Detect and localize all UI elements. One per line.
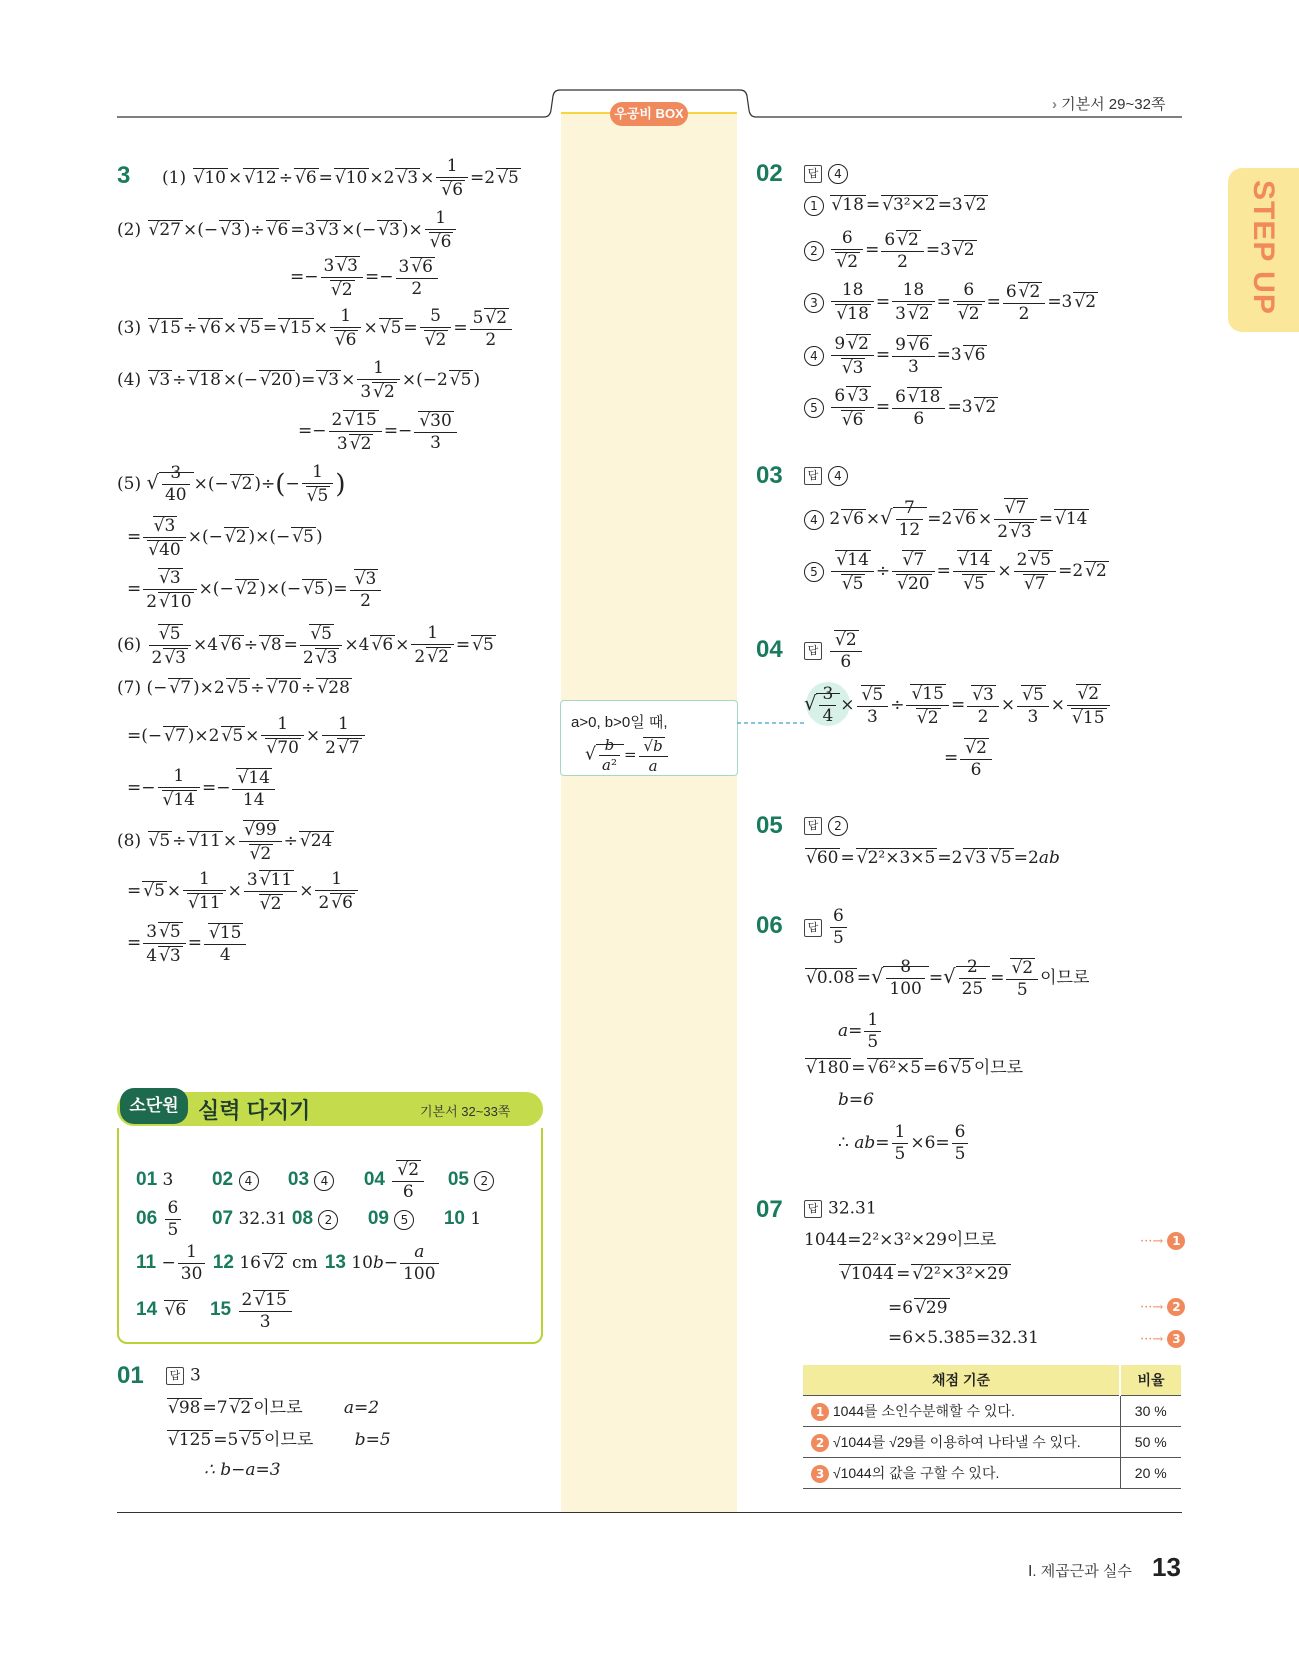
- p04-line-1: √ $\frac{3}{4}$ × √ $\frac{5}{3}$ ÷ √ 15 √ 2 = √ $\frac{3}{2}$ × √ $\frac{5}{3}$ × √ 2 √ 15: [804, 684, 1112, 727]
- answer-icon: 답: [804, 467, 822, 485]
- p04-answer: 답 √ $\frac{2}{6}$: [804, 630, 864, 671]
- table-row: 1 1044를 소인수분해할 수 있다. 30 %: [803, 1396, 1181, 1427]
- p3-line-7: (7) (−√ 7 )×2√ 5 ÷√ 70 ÷√ 28: [117, 678, 352, 697]
- answer-icon: 답: [804, 817, 822, 835]
- summary-row-3: 11 − $\frac{1}{30}$ 12 16√ 2 cm 13 10b− $\frac{a}{100}$: [136, 1244, 441, 1283]
- p3-line-6: (6) √ $\frac{5}{2√ 3}$ ×4√ 6 ÷√ 8 = √ $\frac{5}{2√ 3}$ ×4√ 6 × $\frac{1}{2√ 2}$ =√ 5: [117, 624, 496, 667]
- summary-ref: 기본서 32~33쪽: [420, 1104, 511, 1119]
- p03-answer: 답 4: [804, 466, 848, 486]
- p02-line-3: 3 18 √ 18 = $\frac{18}{3√ 2}$ = 6 √ 2 = $\frac{6√ 2}{2}$ =3√ 2: [804, 282, 1098, 323]
- footer-chapter: Ⅰ. 제곱근과 실수: [1028, 1563, 1132, 1580]
- p3-line-8c: = $\frac{3√ 5}{4√ 3}$ = √ $\frac{15}{4}$: [127, 922, 248, 965]
- problem-03-number: 03: [756, 462, 783, 489]
- p3-line-5: (5) √ $\frac{3}{40}$ ×(−√ 2 )÷(− 1 √ 5 ): [117, 464, 346, 505]
- p06-line-1: √ 0.08 =√ $\frac{8}{100}$ =√ $\frac{2}{25}$ = √ $\frac{2}{5}$ 이므로: [804, 958, 1089, 999]
- step-marker-3: ···→ 3: [1140, 1330, 1185, 1348]
- summary-title: 실력 다지기: [198, 1098, 311, 1123]
- p02-answer: 답 4: [804, 164, 848, 184]
- chevron-right-icon: ›: [1052, 96, 1057, 113]
- problem-3-number: 3: [117, 162, 131, 189]
- problem-01-number: 01: [117, 1362, 144, 1389]
- p3-line-5c: = √ $\frac{3}{2√ 10}$ ×(−√ 2 )×(−√ 5 )= √ $\frac{3}{2}$: [127, 568, 383, 611]
- p01-line-2: √ 125 =5√ 5 이므로 b=5: [166, 1430, 391, 1449]
- footer-line: [117, 1512, 1182, 1513]
- p3-line-2b: =− 3√ 3 √ 2 =− $\frac{3√ 6}{2}$: [290, 256, 440, 299]
- p01-answer: 답 3: [166, 1367, 201, 1385]
- answer-icon: 답: [804, 165, 822, 183]
- box-label: [610, 102, 688, 126]
- p3-line-1: (1) √ 10 ×√ 12 ÷√ 6 =√ 10 ×2√ 3 × 1 √ 6 =2√ 5: [162, 158, 521, 199]
- summary-row-4: 14 √ 6 15 $\frac{2√ 15}{3}$: [136, 1290, 294, 1331]
- p3-line-5b: = √ 3 √ 40 ×(−√ 2 )×(−√ 5 ): [127, 516, 323, 559]
- summary-frame-top-left: [117, 1128, 119, 1148]
- summary-row-2: 06 $\frac{6}{5}$ 07 32.31 08 2 09 5 10 1: [136, 1198, 482, 1240]
- side-tab: [1228, 168, 1299, 332]
- problem-07-number: 07: [756, 1196, 783, 1223]
- step-marker-2: ···→ 2: [1140, 1298, 1185, 1316]
- p07-line-1: 1044=2²×3²×29이므로: [804, 1230, 997, 1250]
- box-note-text: a>0, b>0일 때,: [571, 714, 668, 731]
- p06-line-4: b=6: [838, 1090, 874, 1110]
- p03-line-2: 5 √ 14 √ 5 ÷ √ 7 √ 20 = √ 14 √ 5 × 2√ 5 √ 7 =2√ 2: [804, 550, 1109, 593]
- p06-line-3: √ 180 =√ 6²×5 =6√ 5 이므로: [804, 1058, 1023, 1077]
- p3-line-8: (8) √ 5 ÷√ 11 × √ 99 √ 2 ÷√ 24: [117, 820, 334, 863]
- box-label-text: 우공비 BOX: [614, 106, 684, 121]
- score-table: [803, 1365, 1181, 1489]
- p02-line-1: 1 √ 18 =√ 3²×2 =3√ 2: [804, 195, 988, 216]
- answer-icon: 답: [804, 1200, 822, 1218]
- p3-line-7b: =(−√ 7 )×2√ 5 × 1 √ 70 × $\frac{1}{2√ 7}$: [127, 716, 367, 757]
- p03-line-1: 4 2√ 6 ×√ $\frac{7}{12}$ =2√ 6 × √ $\frac{7}{2√ 3}$ =√ 14: [804, 498, 1089, 541]
- header-ref-text: 기본서 29~32쪽: [1061, 96, 1166, 113]
- p3-line-4: (4) √ 3 ÷√ 18 ×(−√ 20 )=√ 3 × $\frac{1}{3√ 2}$ ×(−2√ 5 ): [117, 360, 480, 401]
- p3-line-8b: =√ 5 × 1 √ 11 × 3√ 11 √ 2 × $\frac{1}{2√ 6}$: [127, 870, 360, 913]
- score-header-criteria: 채점 기준: [803, 1365, 1120, 1396]
- header-ref: [1052, 93, 1165, 114]
- p06-answer: 답 $\frac{6}{5}$: [804, 908, 849, 947]
- answer-icon: 답: [166, 1367, 184, 1385]
- p3-line-4b: =− $\frac{2√ 15}{3√ 2}$ =− √ $\frac{30}{3}$: [298, 410, 459, 453]
- p07-answer: 답 32.31: [804, 1200, 877, 1218]
- p07-line-2: √ 1044 =√ 2²×3²×29: [838, 1264, 1011, 1283]
- summary-badge: 소단원: [120, 1088, 188, 1124]
- box-note-formula: √ $\frac{b}{\text{a²}}$ = √ $\frac{b}{a}$: [585, 737, 670, 774]
- p01-line-3: ∴ b−a=3: [204, 1460, 281, 1480]
- summary-row-1: 01 3 02 4 03 4 04 √ $\frac{2}{6}$ 05 2: [136, 1160, 494, 1201]
- problem-02-number: 02: [756, 160, 783, 187]
- problem-05-number: 05: [756, 812, 783, 839]
- box-note: [560, 700, 738, 776]
- p07-line-3: =6√ 29: [888, 1298, 950, 1317]
- p06-line-2: a= $\frac{1}{5}$: [838, 1012, 883, 1051]
- p05-answer: 답 2: [804, 816, 848, 836]
- p3-line-7c: =− 1 √ 14 =− √ $\frac{14}{14}$: [127, 768, 277, 809]
- answer-icon: 답: [804, 919, 822, 937]
- p3-line-2: (2) √ 27 ×(−√ 3 )÷√ 6 =3√ 3 ×(−√ 3 )× 1 √ 6: [117, 210, 458, 251]
- table-row: 2 √1044를 √29를 이용하여 나타낼 수 있다. 50 %: [803, 1427, 1181, 1458]
- note-connector: [737, 718, 807, 728]
- p02-line-4: 4 9√ 2 √ 3 = $\frac{9√ 6}{3}$ =3√ 6: [804, 334, 987, 377]
- box-column: [561, 112, 737, 1512]
- problem-06-number: 06: [756, 912, 783, 939]
- p3-line-3: (3) √ 15 ÷√ 6 ×√ 5 =√ 15 × 1 √ 6 ×√ 5 = 5 √ 2 = $\frac{5√ 2}{2}$: [117, 308, 514, 349]
- side-tab-text: STEP UP: [1247, 180, 1280, 315]
- p04-line-2: = √ $\frac{2}{6}$: [944, 738, 994, 779]
- table-row: 3 √1044의 값을 구할 수 있다. 20 %: [803, 1458, 1181, 1489]
- p01-line-1: √ 98 =7√ 2 이므로 a=2: [166, 1398, 379, 1417]
- answer-icon: 답: [804, 642, 822, 660]
- p07-line-4: =6×5.385=32.31: [888, 1328, 1039, 1348]
- step-marker-1: ···→ 1: [1140, 1232, 1185, 1250]
- page-number: 13: [1152, 1552, 1181, 1582]
- p06-line-5: ∴ ab= $\frac{1}{5}$ ×6= $\frac{6}{5}$: [838, 1124, 970, 1163]
- p05-line-1: √ 60 =√ 2²×3×5 =2√ 3√ 5 =2ab: [804, 848, 1060, 867]
- p02-line-2: 2 6 √ 2 = $\frac{6√ 2}{2}$ =3√ 2: [804, 230, 977, 271]
- p02-line-5: 5 6√ 3 √ 6 = $\frac{6√ 18}{6}$ =3√ 2: [804, 386, 998, 429]
- problem-04-number: 04: [756, 636, 783, 663]
- score-header-ratio: 비율: [1120, 1365, 1181, 1396]
